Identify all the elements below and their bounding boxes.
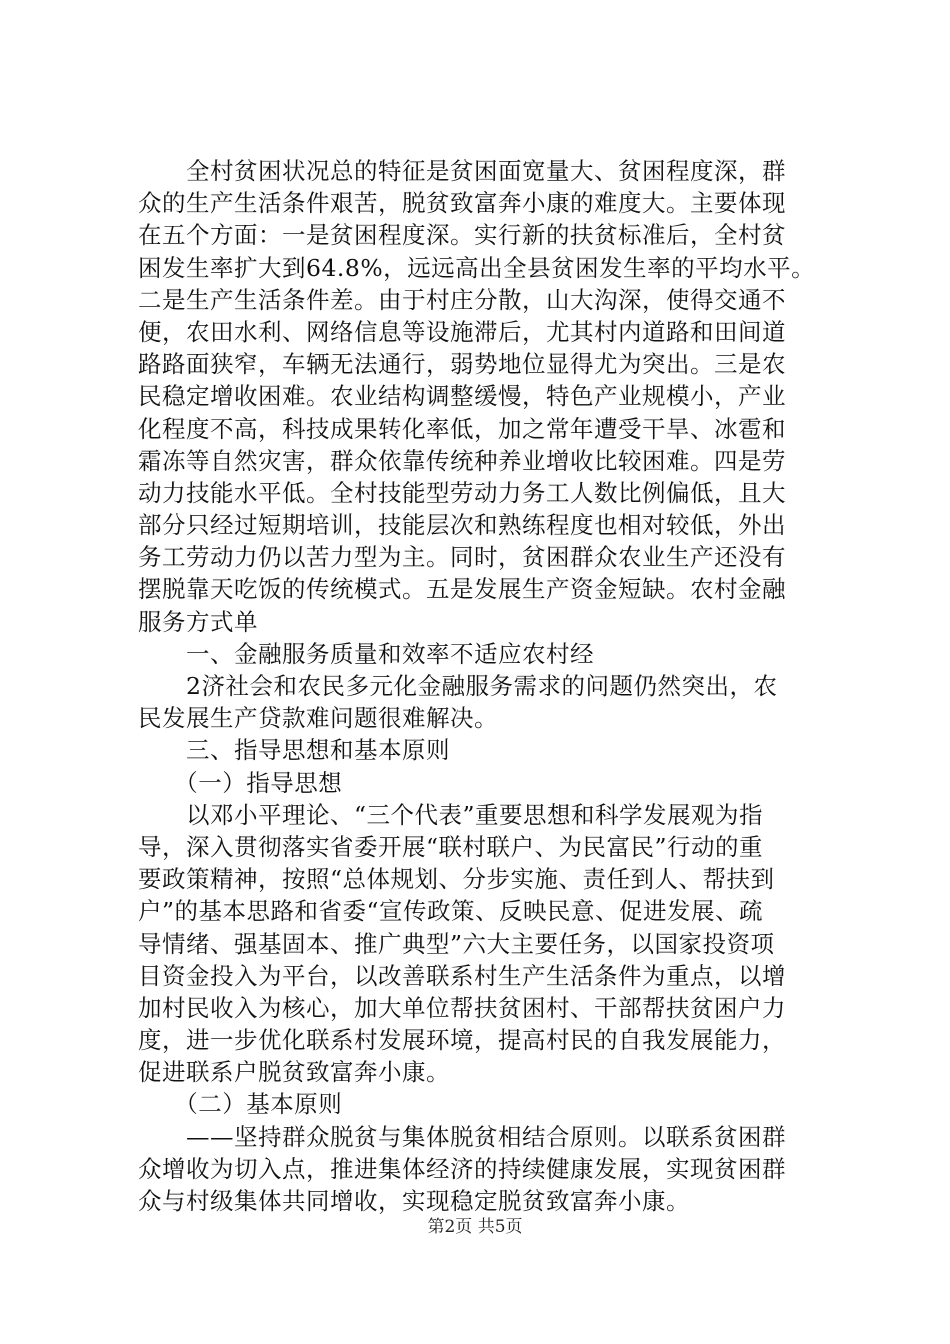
- text-line: 动力技能水平低。全村技能型劳动力务工人数比例偏低，且大: [138, 478, 786, 507]
- text-line: 众增收为切入点，推进集体经济的持续健康发展，实现贫困群: [138, 1154, 786, 1183]
- text-line: 服务方式单: [138, 607, 258, 636]
- text-line: 民稳定增收困难。农业结构调整缓慢，特色产业规模小，产业: [138, 382, 786, 411]
- text-line: 加村民收入为核心，加大单位帮扶贫困村、干部帮扶贫困户力: [138, 993, 786, 1022]
- text-line: 度，进一步优化联系村发展环境，提高村民的自我发展能力，: [138, 1026, 786, 1055]
- text-line: 全村贫困状况总的特征是贫困面宽量大、贫困程度深，群: [138, 157, 786, 185]
- text-line: 摆脱靠天吃饭的传统模式。五是发展生产资金短缺。农村金融: [138, 575, 786, 604]
- text-line: 二是生产生活条件差。由于村庄分散，山大沟深，使得交通不: [138, 285, 786, 314]
- text-line: 务工劳动力仍以苦力型为主。同时，贫困群众农业生产还没有: [138, 543, 786, 572]
- text-line: 以邓小平理论、“三个代表”重要思想和科学发展观为指: [138, 800, 764, 829]
- text-line: 化程度不高，科技成果转化率低，加之常年遭受干旱、冰雹和: [138, 414, 786, 443]
- text-line: 困发生率扩大到64.8%，远远高出全县贫困发生率的平均水平。: [138, 253, 816, 282]
- text-line: 在五个方面：一是贫困程度深。实行新的扶贫标准后，全村贫: [138, 221, 786, 250]
- text-line: 路路面狭窄，车辆无法通行，弱势地位显得尤为突出。三是农: [138, 350, 786, 379]
- text-line: 导情绪、强基固本、推广典型”六大主要任务，以国家投资项: [138, 929, 775, 958]
- text-line: 三、指导思想和基本原则: [138, 736, 450, 765]
- text-line: 霜冻等自然灾害，群众依靠传统种养业增收比较困难。四是劳: [138, 446, 786, 475]
- text-line: （一）指导思想: [138, 768, 343, 797]
- text-line: 促进联系户脱贫致富奔小康。: [138, 1058, 450, 1087]
- text-line: 众与村级集体共同增收，实现稳定脱贫致富奔小康。: [138, 1187, 690, 1215]
- text-line: 导，深入贯彻落实省委开展“联村联户、为民富民”行动的重: [138, 832, 764, 861]
- text-line: 便，农田水利、网络信息等设施滞后，尤其村内道路和田间道: [138, 317, 786, 346]
- text-line: 众的生产生活条件艰苦，脱贫致富奔小康的难度大。主要体现: [138, 189, 786, 218]
- text-line: 户”的基本思路和省委“宣传政策、反映民意、促进发展、疏: [138, 897, 764, 926]
- text-line: 目资金投入为平台，以改善联系村生产生活条件为重点，以增: [138, 961, 786, 990]
- text-line: 要政策精神，按照“总体规划、分步实施、责任到人、帮扶到: [138, 865, 775, 894]
- text-line: 民发展生产贷款难问题很难解决。: [138, 704, 498, 733]
- text-line: 2济社会和农民多元化金融服务需求的问题仍然突出，农: [138, 672, 778, 700]
- text-line: 部分只经过短期培训，技能层次和熟练程度也相对较低，外出: [138, 511, 786, 540]
- page-number-footer: 第2页 共5页: [427, 1217, 523, 1237]
- text-line: ——坚持群众脱贫与集体脱贫相结合原则。以联系贫困群: [138, 1122, 786, 1151]
- text-line: （二）基本原则: [138, 1090, 343, 1119]
- document-body: [138, 155, 838, 1217]
- text-line: 一、金融服务质量和效率不适应农村经: [138, 639, 594, 668]
